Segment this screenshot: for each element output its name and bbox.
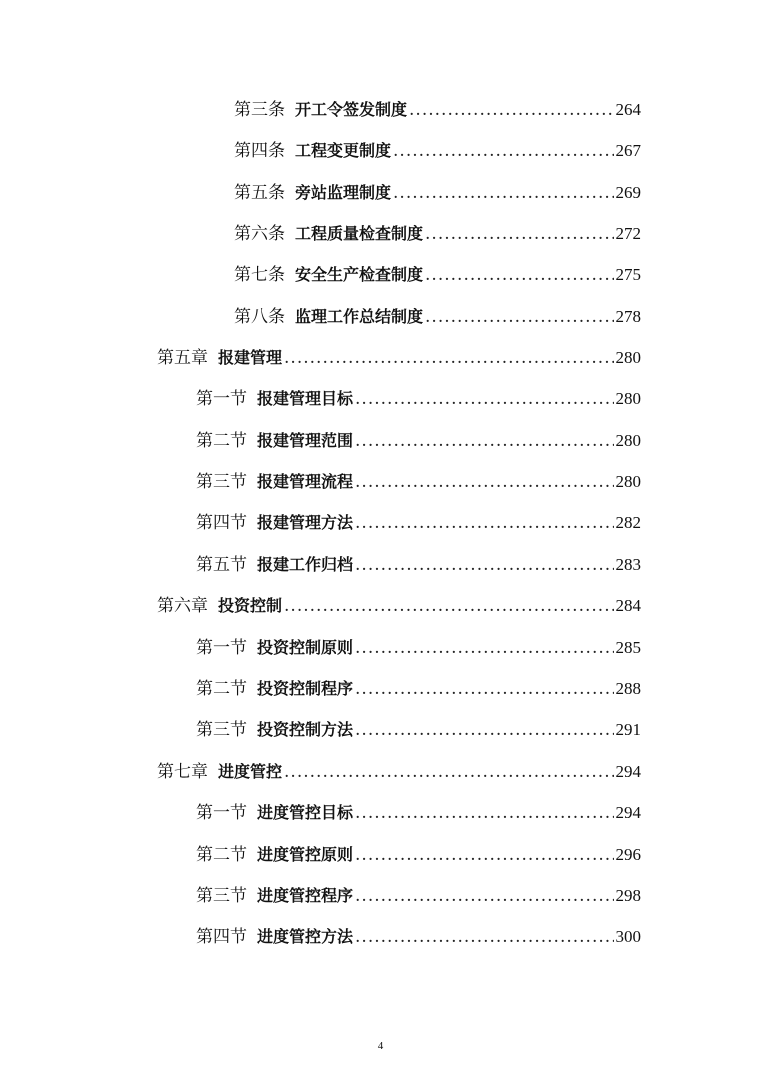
toc-entry[interactable]	[196, 386, 641, 412]
toc-entry-number: 第二节	[196, 679, 247, 699]
toc-entry[interactable]	[196, 469, 641, 495]
toc-entry-page: 275	[615, 265, 641, 284]
toc-entry-page: 280	[615, 472, 641, 491]
toc-entry-number: 第五条	[234, 183, 285, 203]
toc-entry-title: 报建管理	[218, 348, 283, 367]
toc-entry[interactable]	[196, 842, 641, 868]
toc-entry-page: 264	[615, 100, 641, 119]
toc-entry-number: 第三节	[196, 472, 247, 492]
toc-dot-leader	[355, 386, 613, 412]
toc-entry-number: 第四节	[196, 927, 247, 947]
toc-entry[interactable]	[234, 180, 641, 206]
toc-entry[interactable]	[234, 221, 641, 247]
toc-entry-title: 开工令签发制度	[295, 100, 408, 119]
toc-entry-page: 298	[615, 886, 641, 905]
toc-entry-number: 第三节	[196, 886, 247, 906]
toc-entry[interactable]	[157, 345, 641, 371]
toc-entry[interactable]	[196, 883, 641, 909]
toc-dot-leader	[284, 593, 613, 619]
toc-entry[interactable]	[234, 97, 641, 123]
toc-dot-leader	[409, 97, 613, 123]
toc-entry[interactable]	[196, 676, 641, 702]
toc-dot-leader	[355, 676, 613, 702]
toc-entry-page: 269	[615, 183, 641, 202]
toc-entry-page: 280	[615, 348, 641, 367]
toc-entry-title: 进度管控原则	[257, 845, 354, 864]
toc-entry-title: 投资控制原则	[257, 638, 354, 657]
toc-entry-page: 291	[615, 720, 641, 739]
toc-entry-title: 报建工作归档	[257, 555, 354, 574]
toc-dot-leader	[355, 469, 613, 495]
toc-entry-page: 283	[615, 555, 641, 574]
toc-entry[interactable]	[196, 635, 641, 661]
toc-entry-title: 投资控制方法	[257, 720, 354, 739]
toc-dot-leader	[355, 842, 613, 868]
toc-entry-page: 296	[615, 845, 641, 864]
toc-dot-leader	[355, 428, 613, 454]
toc-entry-number: 第四节	[196, 513, 247, 533]
toc-entry[interactable]	[196, 510, 641, 536]
toc-entry[interactable]	[234, 138, 641, 164]
toc-entry-title: 工程变更制度	[295, 141, 392, 160]
toc-dot-leader	[284, 345, 613, 371]
toc-dot-leader	[393, 138, 613, 164]
toc-entry-page: 267	[615, 141, 641, 160]
toc-entry-page: 294	[615, 803, 641, 822]
toc-entry[interactable]	[234, 304, 641, 330]
toc-entry-number: 第六条	[234, 224, 285, 244]
toc-dot-leader	[284, 759, 613, 785]
toc-entry-number: 第四条	[234, 141, 285, 161]
toc-entry-number: 第三节	[196, 720, 247, 740]
toc-entry-title: 进度管控目标	[257, 803, 354, 822]
toc-entry-page: 280	[615, 431, 641, 450]
toc-entry-number: 第七章	[157, 762, 208, 782]
toc-entry-title: 报建管理目标	[257, 389, 354, 408]
toc-entry-number: 第八条	[234, 307, 285, 327]
toc-dot-leader	[355, 717, 613, 743]
toc-entry-title: 进度管控程序	[257, 886, 354, 905]
toc-entry-number: 第六章	[157, 596, 208, 616]
toc-entry-title: 报建管理流程	[257, 472, 354, 491]
toc-dot-leader	[425, 262, 613, 288]
toc-entry[interactable]	[196, 717, 641, 743]
toc-entry-title: 进度管控方法	[257, 927, 354, 946]
toc-entry-page: 272	[615, 224, 641, 243]
toc-entry-title: 工程质量检查制度	[295, 224, 424, 243]
toc-entry-number: 第二节	[196, 431, 247, 451]
toc-dot-leader	[355, 510, 613, 536]
toc-dot-leader	[355, 552, 613, 578]
toc-entry-page: 294	[615, 762, 641, 781]
toc-entry-page: 280	[615, 389, 641, 408]
toc-entry-number: 第一节	[196, 638, 247, 658]
toc-dot-leader	[355, 883, 613, 909]
toc-entry-page: 282	[615, 513, 641, 532]
toc-entry-title: 报建管理方法	[257, 513, 354, 532]
toc-entry-number: 第三条	[234, 100, 285, 120]
toc-entry-title: 投资控制程序	[257, 679, 354, 698]
toc-entry[interactable]	[196, 924, 641, 950]
toc-entry-title: 监理工作总结制度	[295, 307, 424, 326]
toc-entry-page: 288	[615, 679, 641, 698]
toc-entry-page: 300	[615, 927, 641, 946]
toc-entry-title: 旁站监理制度	[295, 183, 392, 202]
toc-entry-page: 285	[615, 638, 641, 657]
toc-entry[interactable]	[157, 759, 641, 785]
toc-dot-leader	[355, 635, 613, 661]
toc-entry-title: 进度管控	[218, 762, 283, 781]
toc-entry-page: 284	[615, 596, 641, 615]
toc-entry-page: 278	[615, 307, 641, 326]
toc-dot-leader	[355, 924, 613, 950]
toc-entry-number: 第一节	[196, 389, 247, 409]
toc-entry[interactable]	[196, 552, 641, 578]
toc-entry[interactable]	[196, 428, 641, 454]
toc-entry-title: 安全生产检查制度	[295, 265, 424, 284]
toc-entry-number: 第五节	[196, 555, 247, 575]
toc-entry[interactable]	[234, 262, 641, 288]
toc-entry[interactable]	[157, 593, 641, 619]
toc-dot-leader	[355, 800, 613, 826]
toc-dot-leader	[393, 180, 613, 206]
toc-entry-title: 报建管理范围	[257, 431, 354, 450]
toc-entry-title: 投资控制	[218, 596, 283, 615]
toc-entry-number: 第二节	[196, 845, 247, 865]
toc-entry-number: 第七条	[234, 265, 285, 285]
toc-dot-leader	[425, 221, 613, 247]
toc-entry-number: 第五章	[157, 348, 208, 368]
page-number: 4	[377, 1040, 384, 1052]
toc-entry[interactable]	[196, 800, 641, 826]
toc-dot-leader	[425, 304, 613, 330]
toc-entry-number: 第一节	[196, 803, 247, 823]
